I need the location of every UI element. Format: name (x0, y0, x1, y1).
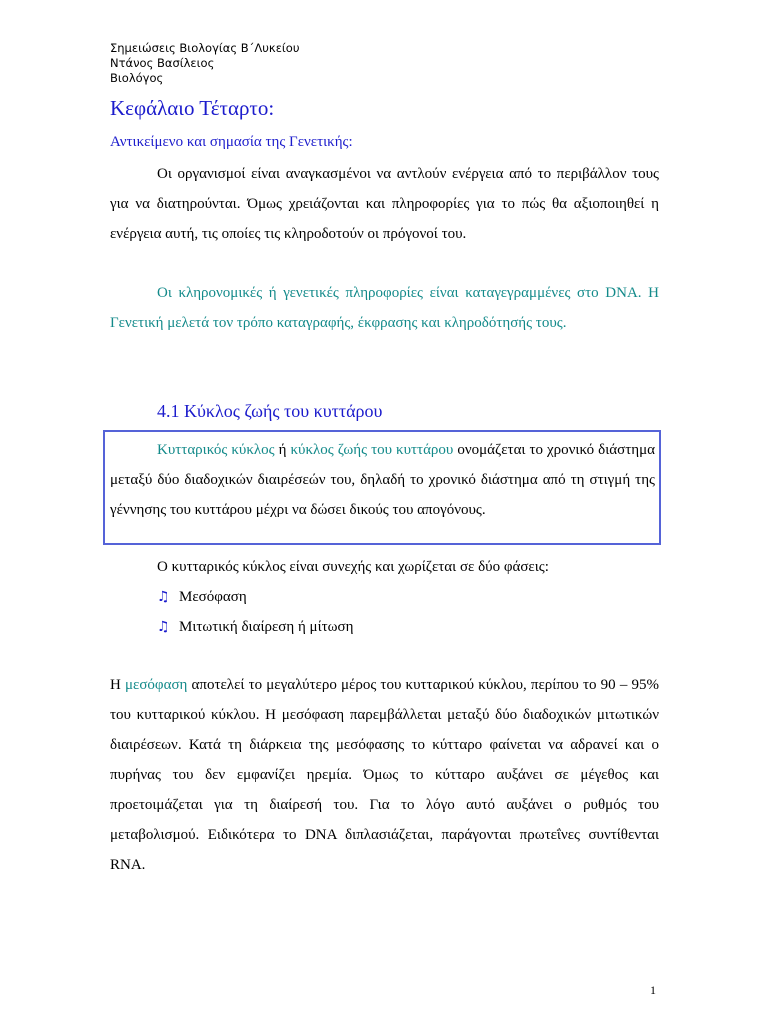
definition-term-1: Κυτταρικός κύκλος (157, 442, 275, 458)
definition-rest: ονομάζεται το χρονικό διάστημα μεταξύ δύο διαδοχικών διαιρέσεών του, δηλαδή το χρονικό διάστημα από τη στιγμή της γέννησης του κυττάρου μέχρι να δώσει δικούς του απογόνους. (110, 442, 655, 518)
paragraph-start: Η (110, 677, 125, 693)
music-note-icon: ♫ (157, 619, 170, 635)
section-subtitle: Αντικείμενο και σημασία της Γενετικής: (110, 134, 353, 150)
header-course: Σημειώσεις Βιολογίας Β΄Λυκείου (110, 41, 300, 55)
definition-text (110, 435, 655, 525)
definition-term-2: κύκλος ζωής του κυττάρου (290, 442, 454, 458)
document-header (110, 41, 300, 86)
paragraph-dna: Οι κληρονομικές ή γενετικές πληροφορίες είναι καταγεγραμμένες στο DNA. Η Γενετική μελετά τον τρόπο καταγραφής, έκφρασης και κληροδότησής τους. (110, 285, 659, 331)
section-title-cell-cycle: 4.1 Κύκλος ζωής του κυττάρου (157, 401, 383, 421)
header-author: Ντάνος Βασίλειος (110, 56, 215, 70)
definition-or: ή (274, 442, 291, 458)
list-item-label: Μεσόφαση (179, 589, 247, 605)
header-role: Βιολόγος (110, 71, 164, 85)
paragraph-interphase (110, 670, 659, 880)
music-note-icon: ♫ (157, 589, 170, 605)
list-item-mitosis (157, 612, 353, 642)
list-item-label: Μιτωτική διαίρεση ή μίτωση (179, 619, 354, 635)
cycle-intro: Ο κυτταρικός κύκλος είναι συνεχής και χωρίζεται σε δύο φάσεις: (157, 559, 549, 575)
interphase-term: μεσόφαση (125, 677, 188, 693)
chapter-title: Κεφάλαιο Τέταρτο: (110, 96, 275, 120)
list-item-interphase (157, 582, 247, 612)
page-number: 1 (650, 983, 656, 997)
paragraph-rest: αποτελεί το μεγαλύτερο μέρος του κυτταρικού κύκλου, περίπου το 90 – 95% του κυτταρικού κύκλου. Η μεσόφαση παρεμβάλλεται μεταξύ δύο διαδοχικών μιτωτικών διαιρέσεων. Κατά τη διάρκεια της μεσόφασης το κύτταρο φαίνεται να αδρανεί και ο πυρήνας του δεν εμφανίζει ηρεμία. Όμως το κύτταρο αυξάνει σε μέγεθος και προετοιμάζεται για τη διαίρεσή του. Για το λόγο αυτό αυξάνει ο ρυθμός του μεταβολισμού. Ειδικότερα το DNA διπλασιάζεται, παράγονται πρωτεΐνες συντίθενται RNA. (110, 677, 659, 873)
paragraph-energy: Οι οργανισμοί είναι αναγκασμένοι να αντλούν ενέργεια από το περιβάλλον τους για να διατηρούνται. Όμως χρειάζονται και πληροφορίες για το πώς θα αξιοποιηθεί η ενέργεια αυτή, τις οποίες τις κληροδοτούν οι πρόγονοί του. (110, 166, 659, 242)
definition-box (103, 430, 661, 545)
